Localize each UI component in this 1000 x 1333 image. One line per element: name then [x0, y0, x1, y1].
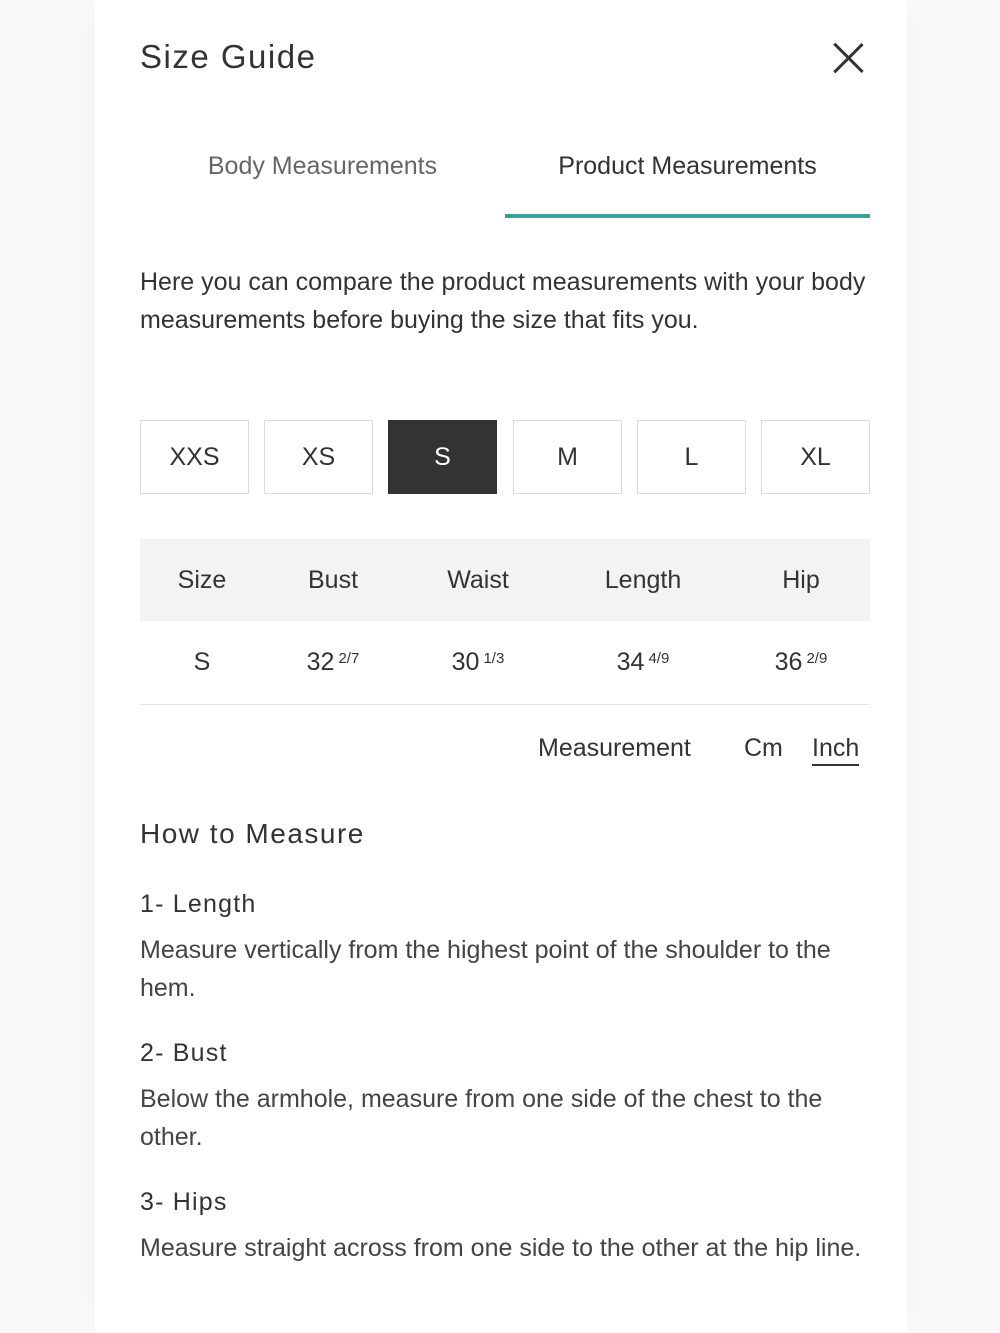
step-bust [140, 1039, 880, 1156]
intro-text: Here you can compare the product measurements with your body measurements before buying the size that fits you. [140, 268, 866, 334]
cell-bust-whole: 32 [306, 648, 335, 676]
size-button-xxs[interactable]: XXS [140, 420, 249, 494]
table-row [140, 621, 870, 705]
step-description: Measure straight across from one side to the other at the hip line. [140, 1234, 862, 1262]
unit-toggle [140, 734, 870, 774]
table-header [140, 539, 870, 621]
measurements-table [140, 539, 870, 705]
active-tab-indicator [505, 214, 870, 218]
size-button-m[interactable]: M [513, 420, 622, 494]
cell-size: S [193, 648, 211, 676]
unit-cm-link[interactable]: Cm [744, 734, 783, 762]
size-guide-header [140, 38, 870, 82]
step-hips [140, 1188, 880, 1268]
measurement-tabs [140, 140, 870, 220]
cell-bust-fraction: 2/7 [338, 650, 360, 667]
size-button-xl[interactable]: XL [761, 420, 870, 494]
header-bust: Bust [307, 565, 359, 594]
cell-hip [732, 648, 870, 677]
cell-hip-whole: 36 [774, 648, 803, 676]
size-button-l[interactable]: L [637, 420, 746, 494]
size-button-xs[interactable]: XS [264, 420, 373, 494]
cell-length [554, 648, 732, 677]
unit-inch-link[interactable]: Inch [812, 734, 859, 766]
cell-hip-fraction: 2/9 [806, 650, 828, 667]
header-size: Size [177, 565, 227, 594]
step-title: 3- Hips [140, 1188, 228, 1216]
step-description: Measure vertically from the highest point of the shoulder to the hem. [140, 936, 831, 1002]
cell-waist-fraction: 1/3 [483, 650, 505, 667]
unit-label: Measurement [538, 734, 691, 762]
size-selector [140, 420, 870, 494]
cell-bust [264, 648, 402, 677]
close-icon[interactable] [832, 42, 864, 74]
tab-product-measurements-label: Product Measurements [558, 152, 817, 180]
step-length [140, 890, 880, 1007]
page-title: Size Guide [140, 38, 317, 75]
cell-waist [402, 648, 554, 677]
header-waist: Waist [447, 565, 509, 594]
step-description: Below the armhole, measure from one side of the chest to the other. [140, 1085, 823, 1151]
cell-waist-whole: 30 [451, 648, 480, 676]
how-to-measure-title: How to Measure [140, 818, 365, 849]
step-title: 1- Length [140, 890, 257, 918]
header-length: Length [604, 565, 682, 594]
tab-body-measurements[interactable]: Body Measurements [207, 152, 438, 180]
size-button-s[interactable]: S [388, 420, 497, 494]
tab-product-measurements[interactable] [505, 140, 870, 220]
cell-length-whole: 34 [616, 648, 645, 676]
header-hip: Hip [782, 565, 820, 594]
cell-length-fraction: 4/9 [648, 650, 670, 667]
step-title: 2- Bust [140, 1039, 228, 1067]
